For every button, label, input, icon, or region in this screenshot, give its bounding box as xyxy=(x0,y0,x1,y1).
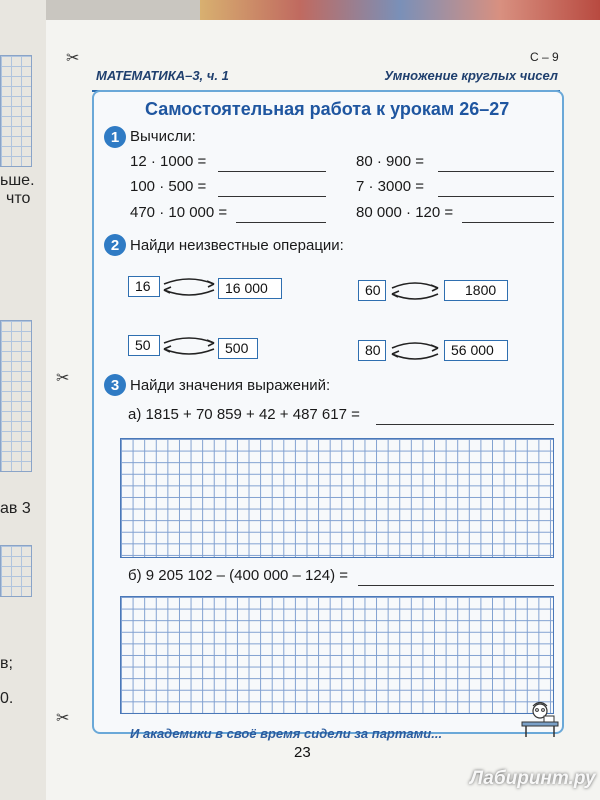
answer-line[interactable] xyxy=(358,585,554,586)
left-page-text: ав 3 xyxy=(0,500,31,517)
footer-motto: И академики в своё время сидели за партами... xyxy=(130,726,443,741)
expression: 12 · 1000 = xyxy=(130,153,207,170)
number-box: 50 xyxy=(128,335,160,356)
answer-line[interactable] xyxy=(218,171,326,172)
expression: 80 000 · 120 = xyxy=(356,204,454,221)
left-page xyxy=(0,0,46,800)
expression: а) 1815 + 70 859 + 42 + 487 617 = xyxy=(128,406,360,423)
scissors-icon: ✂ xyxy=(56,710,70,727)
answer-grid[interactable] xyxy=(120,438,554,558)
expression: 100 · 500 = xyxy=(130,178,207,195)
exchange-arrows-icon xyxy=(388,340,442,362)
student-at-desk-icon xyxy=(520,700,560,738)
task-instruction: Вычисли: xyxy=(130,128,196,145)
number-box: 60 xyxy=(358,280,386,301)
answer-grid[interactable] xyxy=(120,596,554,714)
page-code: С – 9 xyxy=(530,50,559,64)
left-page-text: что xyxy=(6,190,31,207)
background-book xyxy=(200,0,600,20)
expression: 7 · 3000 = xyxy=(356,178,424,195)
left-page-text: в; xyxy=(0,655,13,672)
left-page-text: 0. xyxy=(0,690,14,707)
left-page-grid xyxy=(0,545,32,597)
watermark-logo: Лабиринт.ру xyxy=(470,768,596,789)
task-instruction: Найди значения выражений: xyxy=(130,377,331,394)
answer-line[interactable] xyxy=(236,222,326,223)
number-box: 80 xyxy=(358,340,386,361)
number-box: 16 xyxy=(128,276,160,297)
number-box: 500 xyxy=(218,338,258,359)
scissors-icon: ✂ xyxy=(56,370,70,387)
page-title: Самостоятельная работа к урокам 26–27 xyxy=(145,99,510,119)
page-number: 23 xyxy=(294,744,311,761)
task-instruction: Найди неизвестные операции: xyxy=(130,237,344,254)
exchange-arrows-icon xyxy=(160,276,218,298)
exchange-arrows-icon xyxy=(160,335,218,357)
answer-line[interactable] xyxy=(462,222,554,223)
number-box: 56 000 xyxy=(444,340,508,361)
topic-label: Умножение круглых чисел xyxy=(384,68,558,83)
subject-label: МАТЕМАТИКА–3, ч. 1 xyxy=(96,68,229,83)
number-box: 1800 xyxy=(444,280,508,301)
answer-line[interactable] xyxy=(438,171,554,172)
task-number-badge: 2 xyxy=(104,234,126,256)
exchange-arrows-icon xyxy=(388,280,442,302)
expression: 470 · 10 000 = xyxy=(130,204,228,221)
left-page-grid xyxy=(0,320,32,472)
answer-line[interactable] xyxy=(376,424,554,425)
answer-line[interactable] xyxy=(218,196,326,197)
header-bar xyxy=(92,62,560,92)
task-number-badge: 1 xyxy=(104,126,126,148)
left-page-grid xyxy=(0,55,32,167)
scissors-icon: ✂ xyxy=(66,50,80,67)
task-number-badge: 3 xyxy=(104,374,126,396)
answer-line[interactable] xyxy=(438,196,554,197)
expression: б) 9 205 102 – (400 000 – 124) = xyxy=(128,567,349,584)
number-box: 16 000 xyxy=(218,278,282,299)
left-page-text: ьше. xyxy=(0,172,35,189)
expression: 80 · 900 = xyxy=(356,153,424,170)
